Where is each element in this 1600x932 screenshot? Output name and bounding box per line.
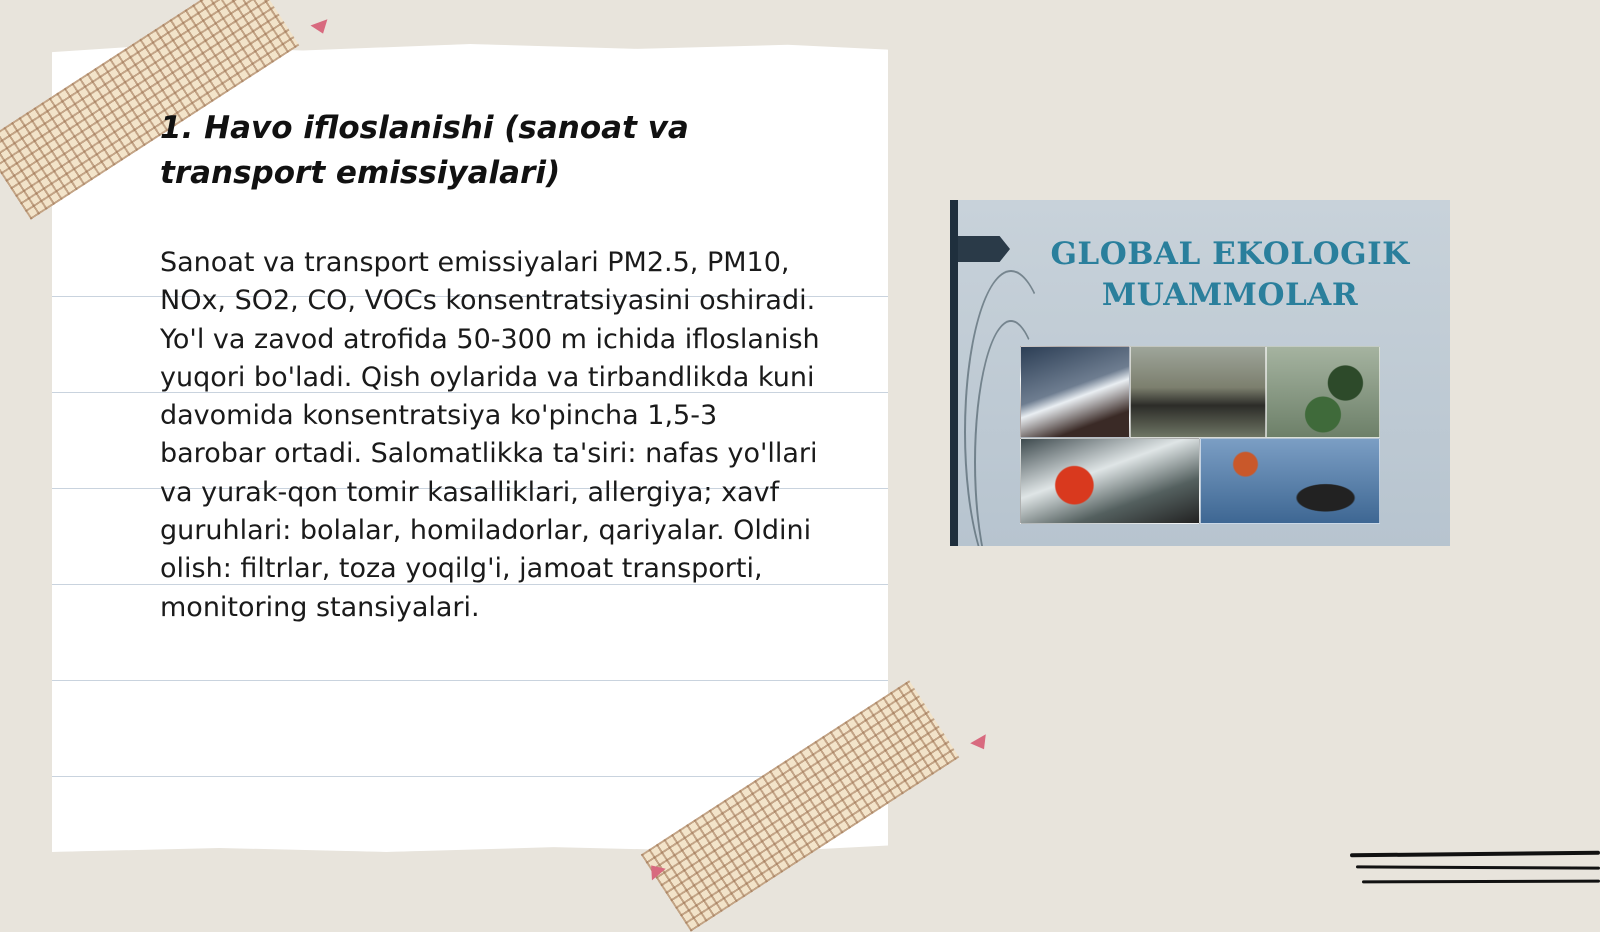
ruled-line [52, 680, 888, 681]
slide-thumbnail-image [950, 200, 1450, 546]
photo-shoreline [1130, 346, 1266, 438]
slide-body: Sanoat va transport emissiyalari PM2.5, PM10, NOx, SO2, CO, VOCs konsentratsiyasini oshiradi. Yo'l va zavod atrofida 50-300 m ichida ifloslanish yuqori bo'ladi. Qish oylarida va tirbandlikda kuni davomida konsentratsiya ko'pincha 1,5-3 barobar ortadi. Salomatlikka ta'siri: nafas yo'llari va yurak-qon tomir kasalliklari, allergiya; xavf guruhlari: bolalar, homiladorlar, qariyalar. Oldini olish: filtrlar, toza yoqilg'i, jamoat transporti, monitoring stansiyalari. [160, 247, 820, 623]
thumbnail-title-line2: MUAMMOLAR [1101, 277, 1359, 313]
scribble-line [1350, 851, 1600, 858]
photo-plants [1266, 346, 1380, 438]
pin-icon [970, 734, 992, 753]
scribble-line [1362, 880, 1600, 884]
scribble-line [1356, 865, 1600, 869]
photo-boats [1200, 438, 1380, 524]
thumbnail-title-line1: GLOBAL EKOLOGIK [1050, 236, 1410, 272]
pin-icon [310, 19, 331, 36]
arrow-icon [958, 236, 1010, 262]
slide-title: 1. Havo ifloslanishi (sanoat va transport emissiyalari) [160, 110, 689, 191]
photo-oil-bird [1020, 346, 1130, 438]
thumbnail-title [1010, 234, 1450, 316]
thumbnail-accent-bar [950, 200, 958, 546]
photo-debris [1020, 438, 1200, 524]
photo-collage [1020, 346, 1378, 522]
